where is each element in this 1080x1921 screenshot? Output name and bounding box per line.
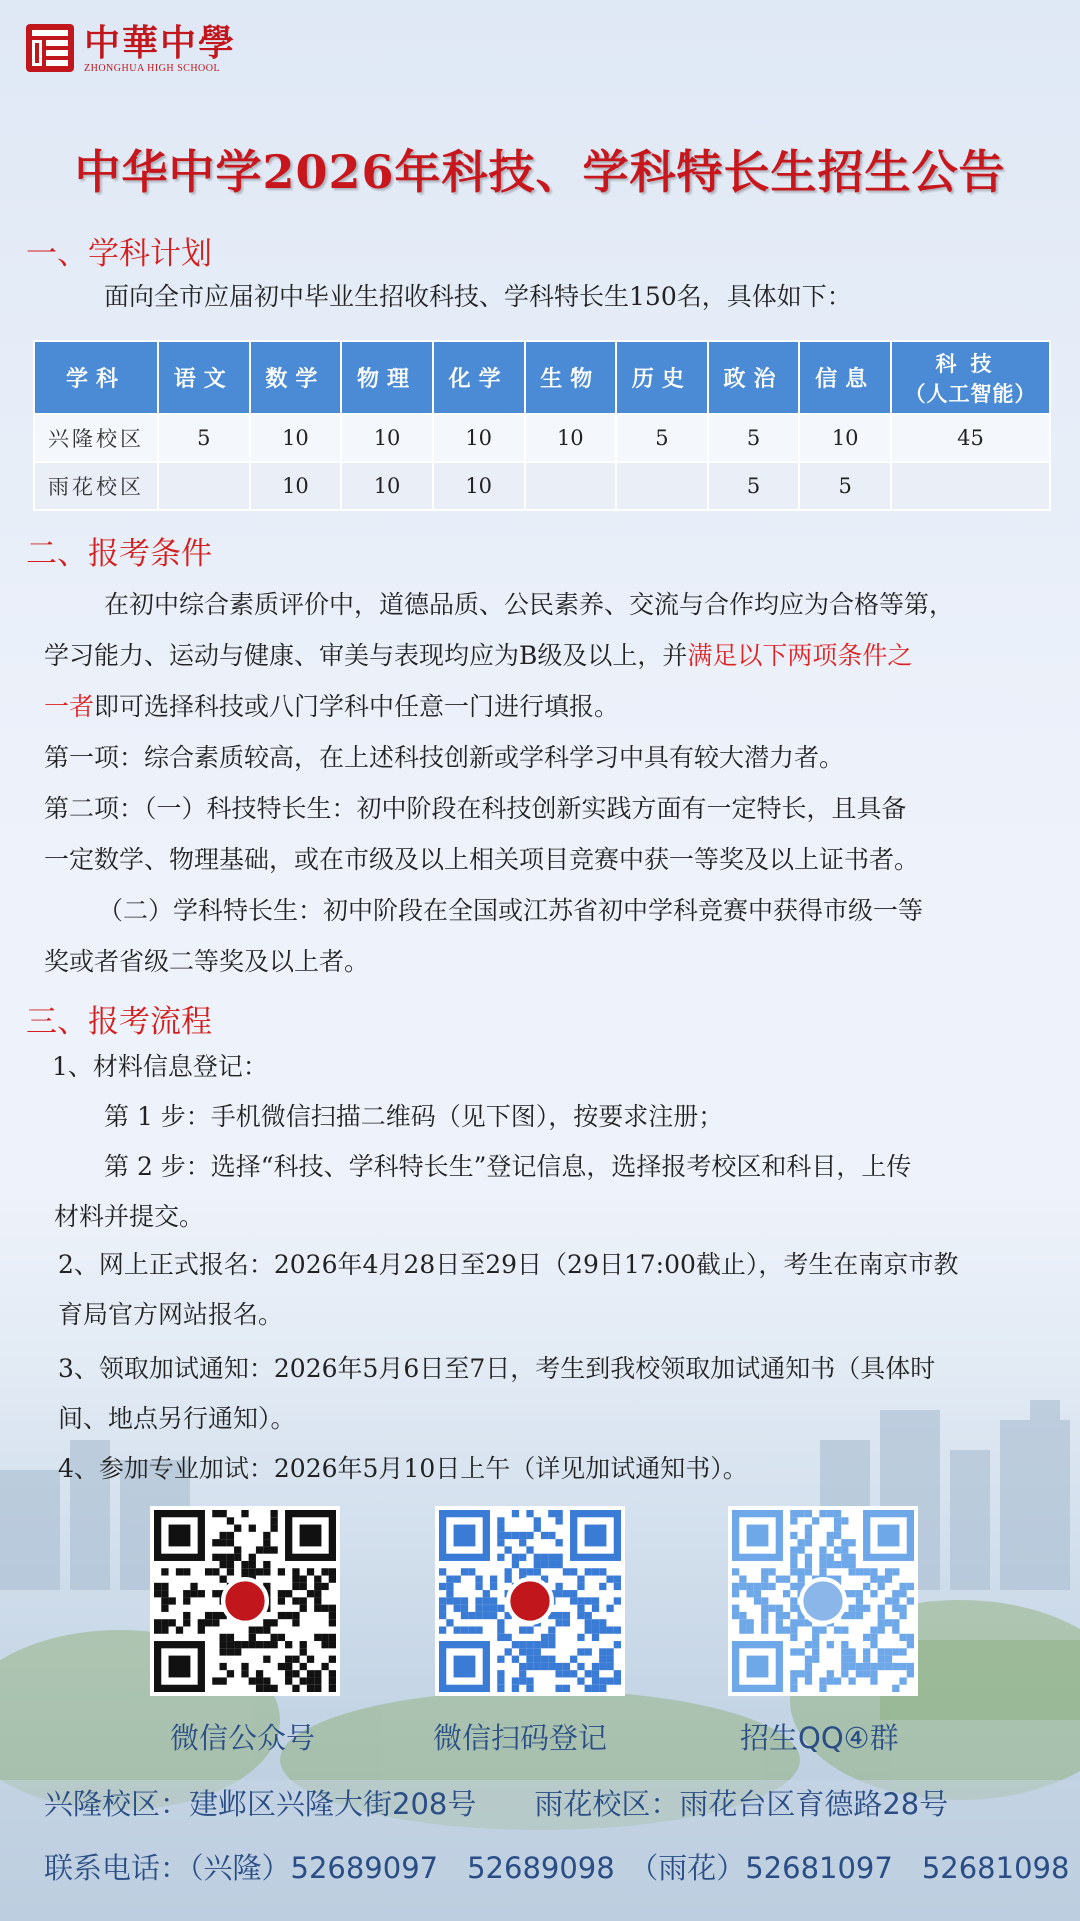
table-cell: 10 (525, 414, 617, 462)
qr-code-icon (154, 1510, 336, 1692)
section2-heading: 二、报考条件 (26, 536, 212, 572)
step3-line2: 间、地点另行通知）。 (58, 1404, 296, 1433)
page-title: 中华中学2026年科技、学科特长生招生公告 (74, 145, 1006, 199)
row-label: 兴隆校区 (34, 414, 158, 462)
table-row (34, 414, 1050, 462)
header-math: 数学 (250, 341, 342, 414)
header-tech-line1: 科技 (935, 350, 1006, 376)
section2-line3 (44, 690, 619, 724)
table-cell (616, 462, 708, 510)
step1b-line1: 第 2 步：选择“科技、学科特长生”登记信息，选择报考校区和科目，上传 (104, 1152, 912, 1181)
section3-heading: 三、报考流程 (26, 1004, 212, 1040)
header-history: 历史 (616, 341, 708, 414)
table-cell: 10 (433, 414, 525, 462)
qq-group-qr[interactable] (728, 1506, 918, 1696)
section1-intro: 面向全市应届初中毕业生招收科技、学科特长生150名，具体如下： (104, 282, 852, 311)
section2-line3-highlight: 一者 (44, 692, 95, 721)
section1-heading: 一、学科计划 (26, 236, 212, 272)
header-subject: 学科 (34, 341, 158, 414)
wechat-register-qr[interactable] (435, 1506, 625, 1696)
header-tech (891, 341, 1050, 414)
table-cell: 10 (250, 414, 342, 462)
table-cell: 5 (708, 462, 800, 510)
section2-line2 (44, 639, 912, 673)
table-cell: 10 (433, 462, 525, 510)
table-cell: 5 (799, 462, 891, 510)
plan-table-header (34, 341, 1050, 414)
condition-item2-line2: 一定数学、物理基础，或在市级及以上相关项目竞赛中获一等奖及以上证书者。 (44, 845, 920, 874)
qr-caption-wechat-register: 微信扫码登记 (433, 1721, 608, 1755)
header-tech-line2: （人工智能） (904, 380, 1037, 406)
plan-table (33, 340, 1051, 511)
wechat-official-qr[interactable] (150, 1506, 340, 1696)
step4: 4、参加专业加试：2026年5月10日上午（详见加试通知书）。 (58, 1454, 748, 1483)
table-cell: 5 (158, 414, 250, 462)
table-cell: 5 (616, 414, 708, 462)
table-cell (158, 462, 250, 510)
row-label: 雨花校区 (34, 462, 158, 510)
qr-caption-wechat-official: 微信公众号 (170, 1721, 316, 1755)
step1a: 第 1 步：手机微信扫描二维码（见下图），按要求注册； (104, 1102, 724, 1131)
section2-line2-highlight: 满足以下两项条件之 (687, 641, 913, 670)
school-name-cn: 中華中學 (84, 21, 237, 64)
condition-item2-line1: 第二项：（一）科技特长生：初中阶段在科技创新实践方面有一定特长，且具备 (44, 794, 907, 823)
table-cell: 10 (799, 414, 891, 462)
step1-title: 1、材料信息登记： (52, 1052, 268, 1081)
seal-icon (24, 22, 76, 74)
condition-item1: 第一项：综合素质较高，在上述科技创新或学科学习中具有较大潜力者。 (44, 743, 845, 772)
table-cell (525, 462, 617, 510)
qr-code-icon (732, 1510, 914, 1692)
step1b-line2: 材料并提交。 (54, 1202, 205, 1231)
table-cell: 45 (891, 414, 1050, 462)
header-biology: 生物 (525, 341, 617, 414)
header-politics: 政治 (708, 341, 800, 414)
condition-item2-line4: 奖或者省级二等奖及以上者。 (44, 947, 370, 976)
contact-phones: 联系电话：（兴隆）52689097 52689098 （雨花）52681097 52681098 (44, 1851, 1070, 1885)
school-logo (24, 22, 236, 74)
header-it: 信息 (799, 341, 891, 414)
step3-line1: 3、领取加试通知：2026年5月6日至7日，考生到我校领取加试通知书（具体时 (58, 1354, 936, 1383)
table-cell: 10 (250, 462, 342, 510)
section2-line3-text: 即可选择科技或八门学科中任意一门进行填报。 (94, 692, 620, 721)
header-physics: 物理 (341, 341, 433, 414)
step2-line1: 2、网上正式报名：2026年4月28日至29日（29日17:00截止），考生在南京市教 (58, 1250, 959, 1279)
step2-line2: 育局官方网站报名。 (58, 1300, 284, 1329)
table-cell (891, 462, 1050, 510)
header-chinese: 语文 (158, 341, 250, 414)
table-cell: 10 (341, 462, 433, 510)
section2-line2-text: 学习能力、运动与健康、审美与表现均应为B级及以上，并 (44, 641, 688, 670)
campus-addresses: 兴隆校区：建邺区兴隆大街208号 雨花校区：雨花台区育德路28号 (44, 1787, 949, 1821)
school-name-en: ZHONGHUA HIGH SCHOOL (84, 62, 221, 74)
table-row (34, 462, 1050, 510)
table-cell: 5 (708, 414, 800, 462)
condition-item2-line3: （二）学科特长生：初中阶段在全国或江苏省初中学科竞赛中获得市级一等 (98, 896, 924, 925)
qr-caption-qq-group: 招生QQ④群 (740, 1721, 899, 1755)
header-chemistry: 化学 (433, 341, 525, 414)
table-cell: 10 (341, 414, 433, 462)
section2-line1: 在初中综合素质评价中，道德品质、公民素养、交流与合作均应为合格等第， (104, 590, 955, 619)
qr-code-icon (439, 1510, 621, 1692)
